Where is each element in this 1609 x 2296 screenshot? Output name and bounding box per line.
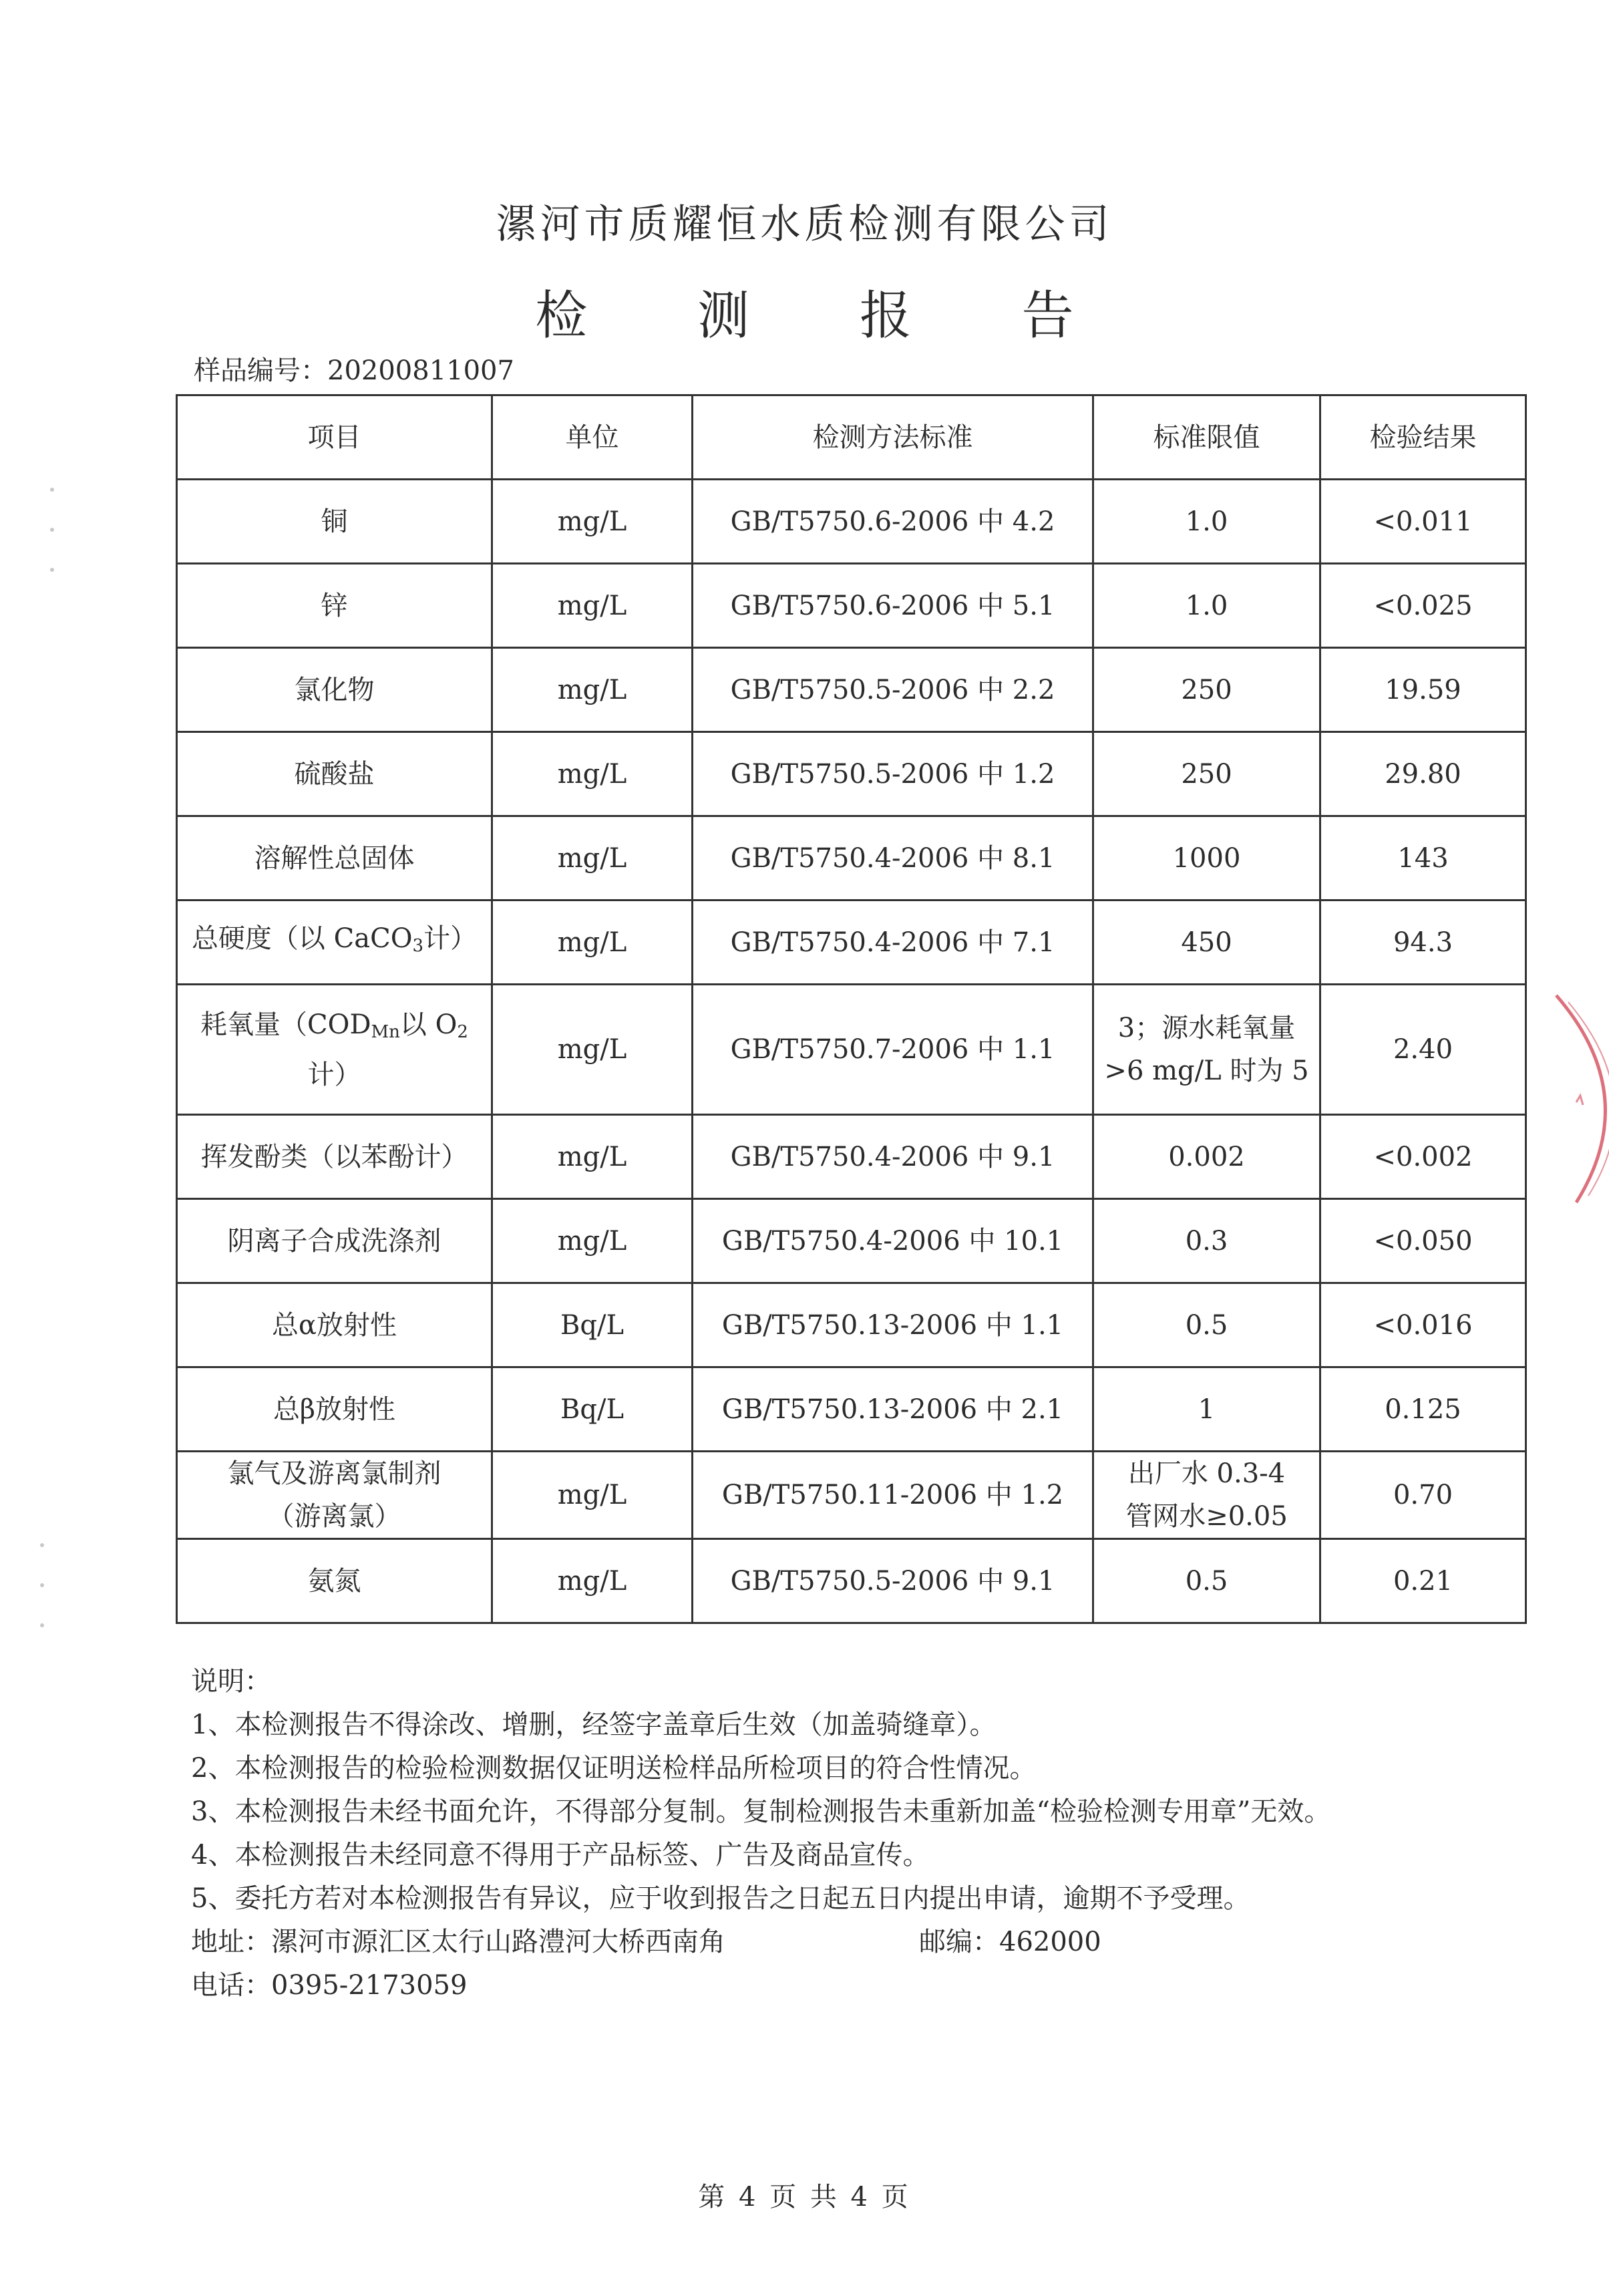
limit-cell: 3；源水耗氧量>6 mg/L 时为 5 (1093, 985, 1320, 1115)
sample-number: 样品编号：20200811007 (194, 355, 514, 386)
limit-cell: 0.3 (1093, 1199, 1320, 1283)
binding-mark (40, 1623, 44, 1627)
note-line: 3、本检测报告未经书面允许，不得部分复制。复制检测报告未重新加盖“检验检测专用章”无效。 (191, 1796, 1331, 1827)
unit-cell: mg/L (492, 816, 693, 900)
table-row (177, 1452, 1526, 1539)
limit-cell: 1 (1093, 1367, 1320, 1452)
table-row (177, 900, 1526, 985)
item-cell: 锌 (177, 564, 492, 648)
unit-cell: Bq/L (492, 1367, 693, 1452)
table-row (177, 732, 1526, 816)
unit-cell: mg/L (492, 900, 693, 985)
limit-cell: 1000 (1093, 816, 1320, 900)
result-cell: 29.80 (1320, 732, 1526, 816)
column-header-limit: 标准限值 (1093, 395, 1320, 480)
method-cell: GB/T5750.13-2006 中 2.1 (693, 1367, 1093, 1452)
item-cell: 挥发酚类（以苯酚计） (177, 1115, 492, 1199)
result-cell: 19.59 (1320, 648, 1526, 732)
result-cell: 2.40 (1320, 985, 1526, 1115)
limit-cell: 1.0 (1093, 564, 1320, 648)
notes-heading: 说明： (191, 1666, 271, 1697)
result-cell: <0.002 (1320, 1115, 1526, 1199)
test-results-table (176, 394, 1527, 1624)
limit-cell: 1.0 (1093, 480, 1320, 564)
item-cell: 溶解性总固体 (177, 816, 492, 900)
table-row (177, 648, 1526, 732)
result-cell: 0.21 (1320, 1539, 1526, 1623)
method-cell: GB/T5750.4-2006 中 9.1 (693, 1115, 1093, 1199)
table-row (177, 1367, 1526, 1452)
unit-cell: mg/L (492, 732, 693, 816)
limit-cell: 0.002 (1093, 1115, 1320, 1199)
unit-cell: mg/L (492, 1115, 693, 1199)
limit-cell: 出厂水 0.3-4 管网水≥0.05 (1093, 1452, 1320, 1539)
unit-cell: mg/L (492, 1539, 693, 1623)
unit-cell: mg/L (492, 480, 693, 564)
limit-cell: 450 (1093, 900, 1320, 985)
unit-cell: mg/L (492, 1452, 693, 1539)
table-header-row (177, 395, 1526, 480)
address: 地址：漯河市源汇区太行山路澧河大桥西南角 (191, 1927, 725, 1957)
table-row (177, 816, 1526, 900)
result-cell: <0.050 (1320, 1199, 1526, 1283)
table-row (177, 1539, 1526, 1623)
limit-cell: 0.5 (1093, 1539, 1320, 1623)
note-line: 2、本检测报告的检验检测数据仅证明送检样品所检项目的符合性情况。 (191, 1753, 1037, 1784)
unit-cell: mg/L (492, 1199, 693, 1283)
seam-seal-stamp (1550, 989, 1609, 1209)
item-cell: 氯气及游离氯制剂 （游离氯） (177, 1452, 492, 1539)
unit-cell: mg/L (492, 564, 693, 648)
table-row (177, 564, 1526, 648)
limit-cell: 250 (1093, 732, 1320, 816)
binding-mark (50, 528, 54, 532)
item-cell: 氨氮 (177, 1539, 492, 1623)
limit-cell: 0.5 (1093, 1283, 1320, 1367)
item-cell: 铜 (177, 480, 492, 564)
column-header-item: 项目 (177, 395, 492, 480)
item-cell: 氯化物 (177, 648, 492, 732)
page-number: 第 4 页 共 4 页 (698, 2182, 911, 2212)
item-cell: 总β放射性 (177, 1367, 492, 1452)
method-cell: GB/T5750.4-2006 中 7.1 (693, 900, 1093, 985)
result-cell: 0.70 (1320, 1452, 1526, 1539)
result-cell: <0.011 (1320, 480, 1526, 564)
table-row (177, 480, 1526, 564)
result-cell: <0.025 (1320, 564, 1526, 648)
method-cell: GB/T5750.11-2006 中 1.2 (693, 1452, 1093, 1539)
binding-mark (40, 1583, 44, 1587)
method-cell: GB/T5750.4-2006 中 8.1 (693, 816, 1093, 900)
table-row (177, 1199, 1526, 1283)
binding-mark (50, 568, 54, 572)
note-line: 5、委托方若对本检测报告有异议，应于收到报告之日起五日内提出申请，逾期不予受理。 (191, 1883, 1250, 1914)
item-cell: 硫酸盐 (177, 732, 492, 816)
binding-mark (50, 488, 54, 492)
method-cell: GB/T5750.7-2006 中 1.1 (693, 985, 1093, 1115)
limit-cell: 250 (1093, 648, 1320, 732)
result-cell: <0.016 (1320, 1283, 1526, 1367)
binding-mark (40, 1543, 44, 1547)
address-line (191, 1921, 1330, 1964)
method-cell: GB/T5750.6-2006 中 4.2 (693, 480, 1093, 564)
column-header-unit: 单位 (492, 395, 693, 480)
column-header-result: 检验结果 (1320, 395, 1526, 480)
method-cell: GB/T5750.5-2006 中 9.1 (693, 1539, 1093, 1623)
method-cell: GB/T5750.6-2006 中 5.1 (693, 564, 1093, 648)
notes-section (191, 1660, 1330, 2007)
table-row (177, 1283, 1526, 1367)
unit-cell: mg/L (492, 648, 693, 732)
note-line: 1、本检测报告不得涂改、增删，经签字盖章后生效（加盖骑缝章）。 (191, 1709, 997, 1740)
company-name: 漯河市质耀恒水质检测有限公司 (496, 201, 1113, 248)
note-line: 4、本检测报告未经同意不得用于产品标签、广告及商品宣传。 (191, 1840, 930, 1870)
table-row (177, 1115, 1526, 1199)
method-cell: GB/T5750.4-2006 中 10.1 (693, 1199, 1093, 1283)
method-cell: GB/T5750.5-2006 中 2.2 (693, 648, 1093, 732)
postcode: 邮编：462000 (919, 1927, 1101, 1957)
method-cell: GB/T5750.5-2006 中 1.2 (693, 732, 1093, 816)
item-cell: 总α放射性 (177, 1283, 492, 1367)
phone: 电话：0395-2173059 (191, 1970, 468, 2001)
unit-cell: Bq/L (492, 1283, 693, 1367)
result-cell: 0.125 (1320, 1367, 1526, 1452)
item-cell: 耗氧量（$COD_{Mn}$以 $O_2$ 计） (177, 985, 492, 1115)
result-cell: 143 (1320, 816, 1526, 900)
column-header-method: 检测方法标准 (693, 395, 1093, 480)
item-cell: 阴离子合成洗涤剂 (177, 1199, 492, 1283)
result-cell: 94.3 (1320, 900, 1526, 985)
table-row (177, 985, 1526, 1115)
unit-cell: mg/L (492, 985, 693, 1115)
method-cell: GB/T5750.13-2006 中 1.1 (693, 1283, 1093, 1367)
report-title: 检 测 报 告 (535, 286, 1121, 346)
item-cell: 总硬度（以 CaCO$_3$计） (177, 900, 492, 985)
